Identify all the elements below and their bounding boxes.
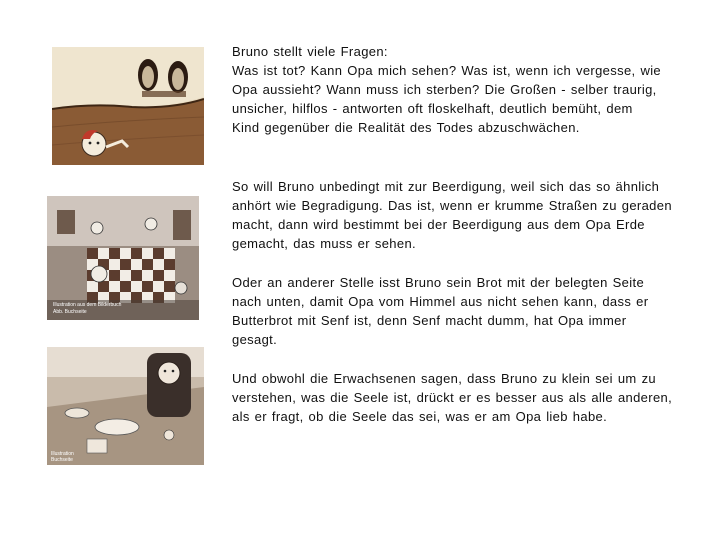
text-line: unsicher, hilflos - antworten oft floskelhaft, deutlich bemüht, dem xyxy=(232,101,633,116)
paragraph-funeral xyxy=(232,177,682,253)
text-line: Opa aussieht? Wann muss ich sterben? Die Großen - selber traurig, xyxy=(232,82,657,97)
illustration-bruno-checkerboard-art xyxy=(47,196,199,320)
floor-tile xyxy=(142,259,153,270)
floor-tile xyxy=(131,270,142,281)
floor-tile xyxy=(109,281,120,292)
image-caption-line1: Illustration aus dem Bilderbuch xyxy=(53,302,122,308)
text-line: als er fragt, ob die Seele das sei, was er am Opa lieb habe. xyxy=(232,409,608,424)
floor-tile xyxy=(87,248,98,259)
floor-tile xyxy=(164,248,175,259)
floor-tile xyxy=(142,270,153,281)
text-line: Was ist tot? Kann Opa mich sehen? Was ist, wenn ich vergesse, wie xyxy=(232,63,662,78)
floor-tile xyxy=(142,281,153,292)
floor-tile xyxy=(87,281,98,292)
text-line: anhört wie Begradigung. Das ist, wenn er krumme Straßen zu geraden xyxy=(232,198,672,213)
image-caption-line2: Abb. Buchseite xyxy=(53,309,87,315)
floor-tile xyxy=(164,259,175,270)
floor-tile xyxy=(109,259,120,270)
floor-tile xyxy=(153,259,164,270)
illustration-bruno-checkerboard xyxy=(47,196,199,320)
text-line: nach unten, damit Opa vom Himmel aus nicht sehen kann, dass er xyxy=(232,294,649,309)
illustration-bruno-shoes xyxy=(52,47,204,165)
floor-tile xyxy=(98,248,109,259)
text-line: So will Bruno unbedingt mit zur Beerdigung, weil sich das so ähnlich xyxy=(232,179,660,194)
image-caption-line1: Illustration xyxy=(51,451,74,457)
floor-tile xyxy=(109,248,120,259)
image-caption-line2: Buchseite xyxy=(51,457,73,463)
floor-tile xyxy=(109,270,120,281)
paragraph-soul xyxy=(232,369,682,426)
text-line: Kind gegenüber die Realität des Todes abzuschwächen. xyxy=(232,120,580,135)
text-line: Bruno stellt viele Fragen: xyxy=(232,44,388,59)
illustration-bruno-shoes-art xyxy=(52,47,204,165)
paragraph-bread xyxy=(232,273,682,349)
illustration-bruno-opa-table-art xyxy=(47,347,204,465)
text-line: gemacht, das muss er sehen. xyxy=(232,236,416,251)
floor-tile xyxy=(98,281,109,292)
text-line: gesagt. xyxy=(232,332,278,347)
floor-tile xyxy=(131,281,142,292)
text-line: verstehen, was die Seele ist, drückt er es besser aus als alle anderen, xyxy=(232,390,673,405)
floor-tile xyxy=(120,259,131,270)
text-line: Oder an anderer Stelle isst Bruno sein Brot mit der belegten Seite xyxy=(232,275,645,290)
floor-tile xyxy=(131,259,142,270)
floor-tile xyxy=(120,270,131,281)
illustration-bruno-opa-table xyxy=(47,347,204,465)
floor-tile xyxy=(120,281,131,292)
floor-tile xyxy=(164,281,175,292)
floor-tile xyxy=(153,270,164,281)
floor-tile xyxy=(153,281,164,292)
floor-tile xyxy=(142,248,153,259)
text-line: Und obwohl die Erwachsenen sagen, dass Bruno zu klein sei um zu xyxy=(232,371,656,386)
floor-tile xyxy=(153,248,164,259)
paragraph-questions xyxy=(232,42,682,137)
text-line: Butterbrot mit Senf ist, denn Senf macht dumm, hat Opa immer xyxy=(232,313,627,328)
text-line: macht, dann wird bestimmt bei der Beerdigung aus dem Opa Erde xyxy=(232,217,645,232)
floor-tile xyxy=(164,270,175,281)
floor-tile xyxy=(120,248,131,259)
floor-tile xyxy=(131,248,142,259)
